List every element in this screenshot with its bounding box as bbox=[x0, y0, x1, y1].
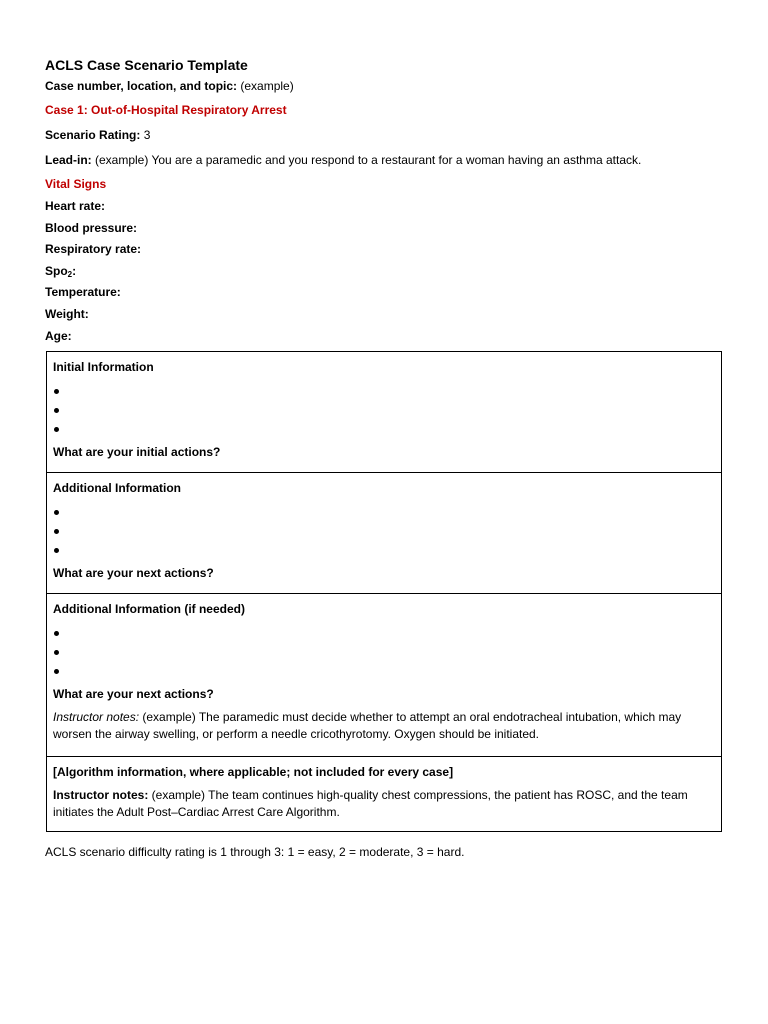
difficulty-rating-note: ACLS scenario difficulty rating is 1 through 3: 1 = easy, 2 = moderate, 3 = hard. bbox=[45, 845, 465, 859]
spo2-prefix: Spo bbox=[45, 264, 68, 278]
bullet-item bbox=[53, 541, 715, 560]
scenario-rating-line bbox=[45, 128, 150, 142]
bullet-item bbox=[53, 503, 715, 522]
next-actions-question: What are your next actions? bbox=[53, 566, 214, 580]
additional-info-title: Additional Information bbox=[53, 481, 181, 495]
additional-info-if-needed-bullets bbox=[53, 624, 715, 681]
spo2-suffix: : bbox=[72, 264, 77, 278]
case-info-label: Case number, location, and topic: bbox=[45, 79, 238, 93]
temperature-label: Temperature: bbox=[45, 285, 121, 299]
bullet-item bbox=[53, 420, 715, 439]
additional-info-row bbox=[47, 473, 722, 594]
lead-in-text: (example) You are a paramedic and you respond to a restaurant for a woman having an asthma attack. bbox=[91, 153, 642, 167]
initial-info-title: Initial Information bbox=[53, 360, 154, 374]
initial-info-row bbox=[47, 352, 722, 473]
initial-actions-question: What are your initial actions? bbox=[53, 445, 221, 459]
bullet-item bbox=[53, 662, 715, 681]
algorithm-info-title: [Algorithm information, where applicable; not included for every case] bbox=[53, 765, 454, 779]
case-title: Case 1: Out-of-Hospital Respiratory Arrest bbox=[45, 103, 287, 117]
initial-info-cell bbox=[47, 352, 722, 473]
instructor-notes-label: Instructor notes: bbox=[53, 788, 149, 802]
instructor-notes-2 bbox=[53, 787, 715, 821]
weight-label: Weight: bbox=[45, 307, 89, 321]
scenario-table bbox=[46, 351, 722, 832]
heart-rate-label: Heart rate: bbox=[45, 199, 106, 213]
additional-info-if-needed-title: Additional Information (if needed) bbox=[53, 602, 245, 616]
case-info-value: (example) bbox=[237, 79, 294, 93]
algorithm-info-row bbox=[47, 757, 722, 832]
instructor-notes-1 bbox=[53, 709, 715, 743]
scenario-rating-label: Scenario Rating: bbox=[45, 128, 141, 142]
initial-info-bullets bbox=[53, 382, 715, 439]
algorithm-info-cell bbox=[47, 757, 722, 832]
age-label: Age: bbox=[45, 329, 72, 343]
bullet-item bbox=[53, 382, 715, 401]
additional-info-if-needed-cell bbox=[47, 594, 722, 757]
instructor-notes-text: (example) The paramedic must decide whether to attempt an oral endotracheal intubation, which may worsen the airway swelling, or perform a needle cricothyrotomy. Oxygen should be initiated. bbox=[53, 710, 682, 741]
lead-in-label: Lead-in: bbox=[45, 153, 92, 167]
scenario-rating-value: 3 bbox=[140, 128, 151, 142]
vital-signs-heading: Vital Signs bbox=[45, 177, 107, 191]
additional-info-if-needed-row bbox=[47, 594, 722, 757]
spo2-label bbox=[45, 264, 76, 279]
additional-info-cell bbox=[47, 473, 722, 594]
bullet-item bbox=[53, 522, 715, 541]
next-actions-question-2: What are your next actions? bbox=[53, 687, 214, 701]
instructor-notes-text: (example) The team continues high-quality chest compressions, the patient has ROSC, and the team initiates the Adult Post–Cardiac Arrest Care Algorithm. bbox=[53, 788, 688, 819]
bullet-item bbox=[53, 401, 715, 420]
page-title: ACLS Case Scenario Template bbox=[45, 57, 248, 73]
spo2-subscript: 2 bbox=[67, 270, 73, 279]
respiratory-rate-label: Respiratory rate: bbox=[45, 242, 142, 256]
bullet-item bbox=[53, 643, 715, 662]
bullet-item bbox=[53, 624, 715, 643]
additional-info-bullets bbox=[53, 503, 715, 560]
blood-pressure-label: Blood pressure: bbox=[45, 221, 138, 235]
lead-in-line bbox=[45, 153, 641, 167]
case-info-line bbox=[45, 79, 294, 93]
instructor-notes-label: Instructor notes: bbox=[53, 710, 140, 724]
